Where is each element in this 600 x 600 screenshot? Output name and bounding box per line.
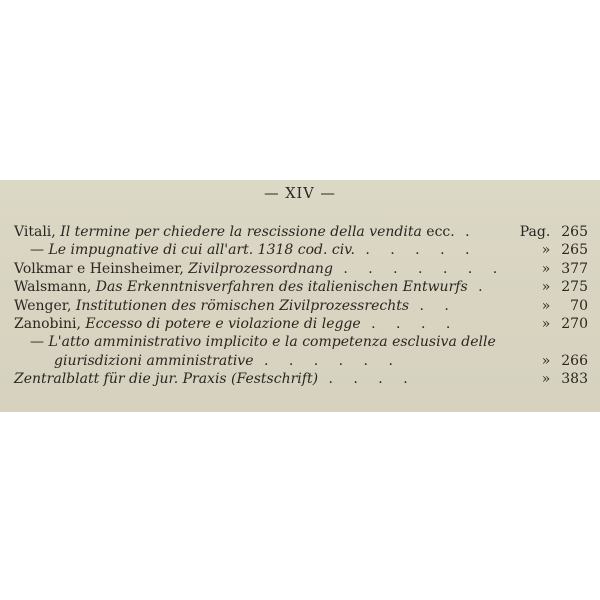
- entry-title: L'atto amministrativo implicito e la competenza esclusiva delle: [48, 334, 496, 351]
- leader-dots: . . . . . .: [263, 352, 401, 369]
- index-entry: [14, 370, 588, 388]
- page-number: 383: [561, 371, 588, 388]
- entry-author: Volkmar e Heinsheimer,: [14, 260, 184, 277]
- leader-dots: . .: [419, 297, 457, 314]
- page-mark: »: [541, 279, 551, 296]
- entry-title: Le impugnative di cui all'art. 1318 cod. civ.: [48, 242, 355, 259]
- page-mark: »: [541, 297, 551, 314]
- page-number: 275: [561, 279, 588, 296]
- index-list: [14, 223, 588, 389]
- leader-dots: . . . .: [371, 315, 459, 332]
- entry-dash: —: [30, 242, 44, 259]
- page-mark: »: [541, 315, 551, 332]
- entry-title: Il termine per chiedere la rescissione della vendita: [60, 224, 422, 240]
- leader-dots: . . . .: [328, 371, 416, 388]
- leader-dots: .: [478, 279, 491, 296]
- index-entry: [14, 278, 588, 296]
- entry-author: Walsmann,: [14, 279, 92, 296]
- entry-suffix: ecc.: [421, 224, 455, 240]
- entry-title: giurisdizioni amministrative: [54, 352, 254, 369]
- entry-title: Das Erkenntnisverfahren des italienischen Entwurfs: [95, 279, 468, 296]
- entry-title: Institutionen des römischen Zivilprozessrechts: [75, 297, 410, 314]
- page-number: 377: [561, 260, 588, 277]
- entry-title: Zivilprozessordnang: [188, 260, 333, 277]
- index-entry: [14, 315, 588, 333]
- entry-title: Zentralblatt für die jur. Praxis (Festschrift): [14, 371, 319, 388]
- page-number-header: — XIV —: [264, 186, 336, 202]
- leader-dots: .: [465, 224, 478, 240]
- page-number: 266: [561, 352, 588, 369]
- page-number: 265: [561, 224, 588, 240]
- index-entry: [14, 241, 588, 259]
- page-mark: Pag.: [519, 224, 551, 240]
- entry-author: Zanobini,: [14, 315, 81, 332]
- index-entry: [14, 223, 588, 241]
- leader-dots: . . . . .: [365, 242, 478, 259]
- leader-dots: . . . . . . .: [343, 260, 506, 277]
- index-entry: [14, 260, 588, 278]
- index-entry-continuation: [14, 352, 588, 370]
- page-mark: »: [541, 260, 551, 277]
- entry-author: Wenger,: [14, 297, 72, 314]
- page-mark: »: [541, 352, 551, 369]
- index-entry: [14, 333, 588, 351]
- page-number: 270: [561, 315, 588, 332]
- page-number: 265: [561, 242, 588, 259]
- entry-title: Eccesso di potere e violazione di legge: [85, 315, 361, 332]
- index-entry: [14, 297, 588, 315]
- entry-dash: —: [30, 334, 44, 351]
- page-number: 70: [570, 297, 588, 314]
- page-scan: [0, 180, 600, 412]
- page-mark: »: [541, 371, 551, 388]
- page-mark: »: [541, 242, 551, 259]
- entry-author: Vitali,: [14, 224, 56, 240]
